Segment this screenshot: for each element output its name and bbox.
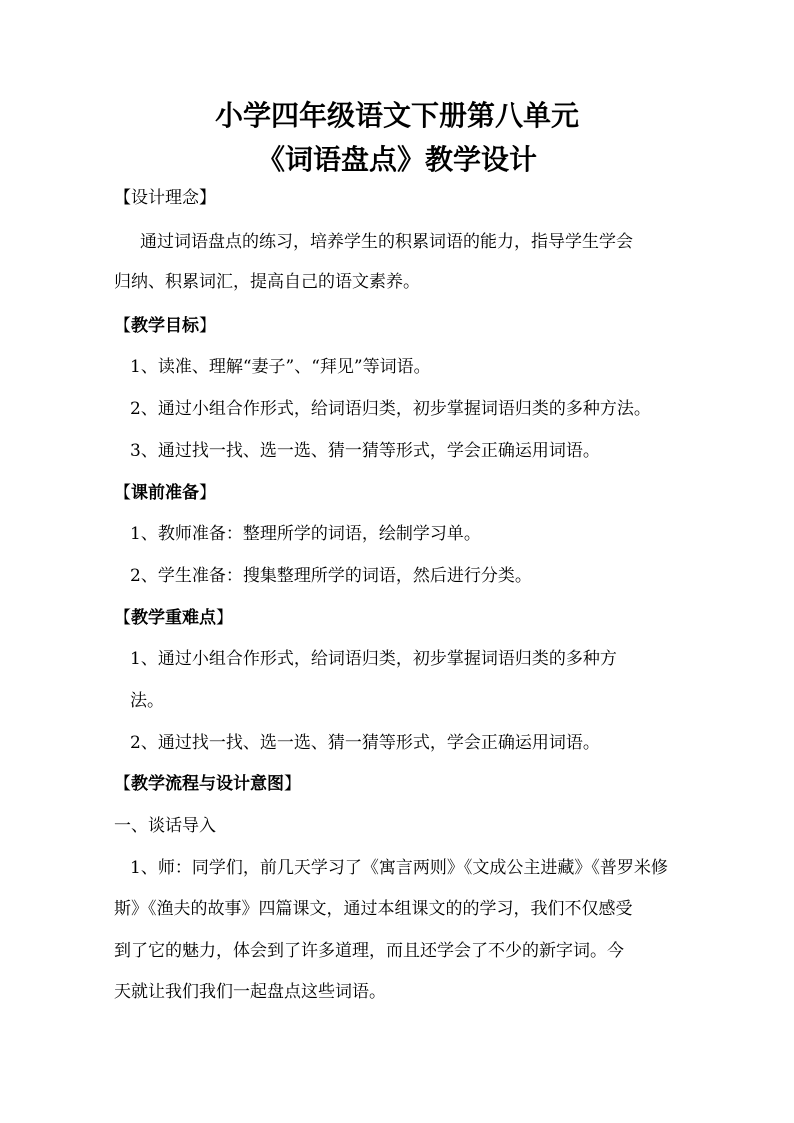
design-concept-heading: 【设计理念】 — [114, 188, 216, 208]
design-concept-text-line2: 归纳、积累词汇，提高自己的语文素养。 — [114, 272, 420, 292]
process-para-line3: 到了它的魅力，体会到了许多道理，而且还学会了不少的新字词。今 — [114, 941, 624, 961]
process-para-line2: 斯》《渔夫的故事》四篇课文，通过本组课文的的学习，我们不仅感受 — [114, 899, 633, 919]
doc-title-line1: 小学四年级语文下册第八单元 — [214, 99, 579, 132]
preparation-item-1: 1、教师准备：整理所学的词语，绘制学习单。 — [130, 524, 481, 544]
preparation-heading-text: 课前准备 — [131, 483, 199, 503]
goals-heading: 【教学目标】 — [114, 316, 216, 336]
process-heading: 【教学流程与设计意图】 — [114, 774, 301, 794]
key-point-item-1-line2: 法。 — [130, 691, 164, 711]
design-concept-text-line1: 通过词语盘点的练习，培养学生的积累词语的能力，指导学生学会 — [140, 232, 633, 252]
design-concept-heading-text: 设计理念 — [131, 188, 199, 208]
preparation-heading: 【课前准备】 — [114, 483, 216, 503]
key-point-item-2: 2、通过找一找、选一选、猜一猜等形式，学会正确运用词语。 — [130, 733, 600, 753]
process-heading-text: 教学流程与设计意图 — [131, 774, 284, 794]
doc-title-line2: 《词语盘点》教学设计 — [256, 143, 537, 176]
goals-heading-text: 教学目标 — [131, 316, 199, 336]
key-point-item-1-line1: 1、通过小组合作形式，给词语归类，初步掌握词语归类的多种方 — [130, 649, 617, 669]
goal-item-1: 1、读准、理解“妻子”、“拜见”等词语。 — [130, 357, 431, 377]
process-section1-title: 一、谈话导入 — [114, 816, 216, 836]
goal-item-3: 3、通过找一找、选一选、猜一猜等形式，学会正确运用词语。 — [130, 441, 600, 461]
process-para-line1: 1、师：同学们，前几天学习了《寓言两则》《文成公主进藏》《普罗米修 — [130, 858, 668, 878]
key-points-heading: 【教学重难点】 — [114, 608, 233, 628]
goal-item-2: 2、通过小组合作形式，给词语归类，初步掌握词语归类的多种方法。 — [130, 399, 651, 419]
preparation-item-2: 2、学生准备：搜集整理所学的词语，然后进行分类。 — [130, 566, 532, 586]
key-points-heading-text: 教学重难点 — [131, 608, 216, 628]
process-para-line4: 天就让我们我们一起盘点这些词语。 — [114, 982, 386, 1002]
